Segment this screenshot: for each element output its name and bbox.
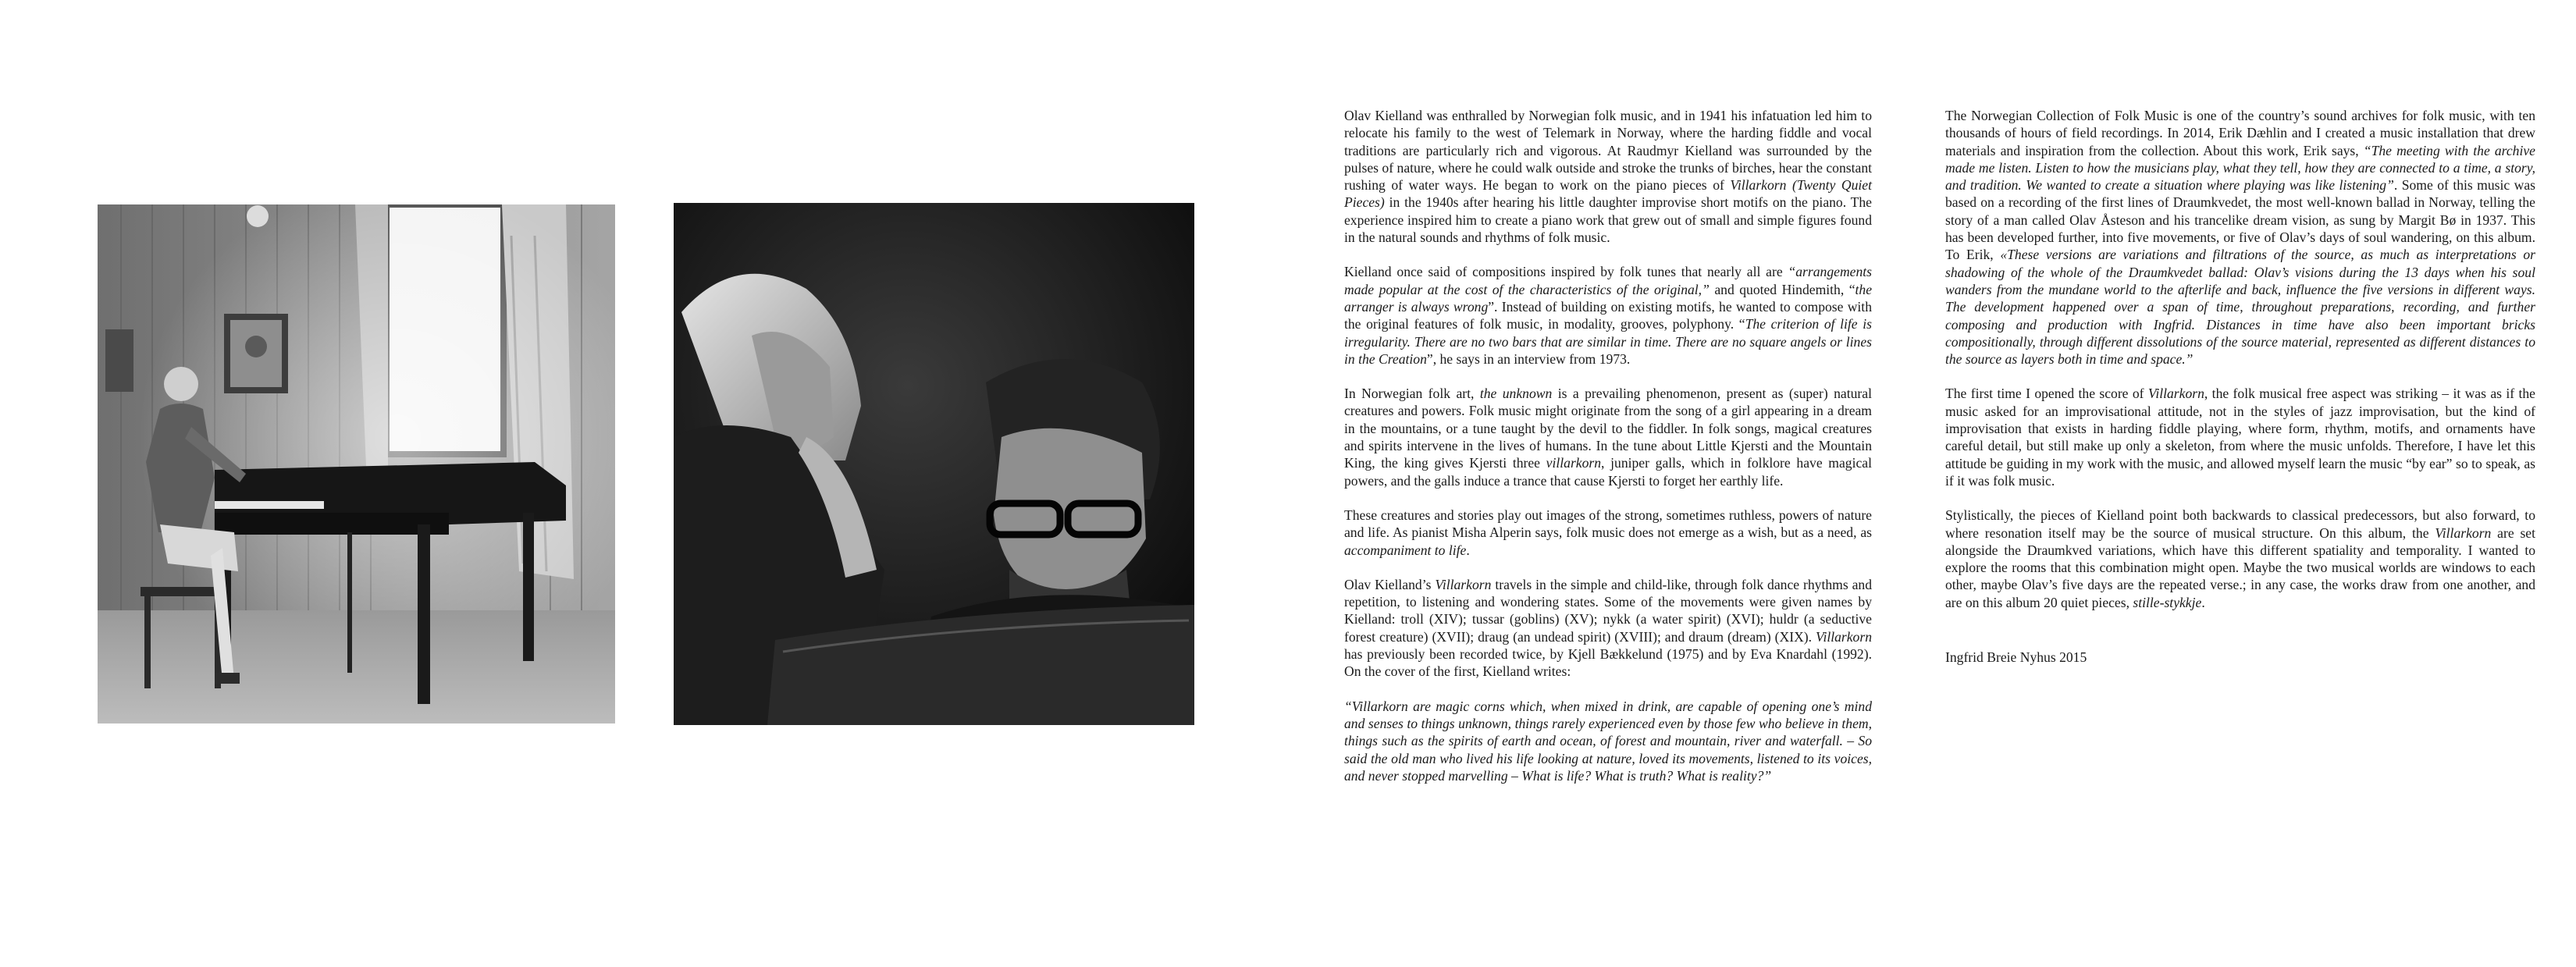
pianist-at-grand-piano-photo (98, 204, 615, 723)
paragraph: In Norwegian folk art, the unknown is a prevailing phenomenon, present as (super) natural creatures and powers. Folk music might originate from the song of a girl appearing in a dream in the mountains, or a tune taught by the devil to the fiddler. In folk songs, magical creatures and spirits intervene in the lives of humans. In the tune about Little Kjersti and the Mountain King, the king gives Kjersti three villarkorn, juniper galls, which in folklore have magical powers, and the galls induce a trance that cause Kjersti to forget her earthly life. (1344, 386, 1872, 489)
author-signature: Ingfrid Breie Nyhus 2015 (1945, 649, 2087, 666)
paragraph: Kielland once said of compositions inspired by folk tunes that nearly all are “arrangements made popular at the cost of the characteristics of the original,” and quoted Hindemith, “the arranger is always wrong”. Instead of building on existing motifs, he wanted to compose with the original features of folk music, in modality, grooves, polyphony. “The criterion of life is irregularity. There are no two bars that are similar in time. There are no square angels or lines in the Creation”, he says in an interview from 1973. (1344, 264, 1873, 367)
paragraph: Olav Kielland was enthralled by Norwegian folk music, and in 1941 his infatuation led him to relocate his family to the west of Telemark in Norway, where the harding fiddle and vocal traditions are particularly rich and vigorous. At Raudmyr Kielland was surrounded by the pulses of nature, where he could walk outside and stroke the trunks of birches, hear the constant rushing of water ways. He began to work on the piano pieces of Villarkorn (Twenty Quiet Pieces) in the 1940s after hearing his little daughter improvise short motifs on the piano. The experience inspired him to create a piano work that grew out of small and simple figures found in the natural sounds and rhythms of folk music. (1344, 108, 1872, 246)
quote-paragraph: “Villarkorn are magic corns which, when mixed in drink, are capable of opening one’s mind and senses to things unknown, things rarely experienced even by those few who believe in them, things such as the spirits of earth and ocean, of forest and mountain, river and waterfall. – So said the old man who lived his life looking at nature, loved its movements, listened to its voices, and never stopped marvelling – What is life? What is truth? What is reality?” (1344, 698, 1872, 784)
liner-notes-column-2 (1945, 107, 2535, 683)
paragraph: The first time I opened the score of Villarkorn, the folk musical free aspect was striking – it was as if the music asked for an improvisational attitude, not in the styles of jazz improvisation, but the kind of improvisation that exists in harding fiddle playing, where form, rhythm, motifs, and ornaments have careful detail, but still make up only a skeleton, from where the music unfolds. Therefore, I have let this attitude be guiding in my work with the music, and allowed myself learn the music “by ear” so to speak, as if it was folk music. (1945, 386, 2535, 489)
paragraph: These creatures and stories play out images of the strong, sometimes ruthless, powers of nature and life. As pianist Misha Alperin says, folk music does not emerge as a wish, but as a need, as accompaniment to life. (1344, 507, 1872, 558)
liner-notes-column-1 (1344, 107, 1872, 802)
paragraph: Olav Kielland’s Villarkorn travels in the simple and child-like, through folk dance rhythms and repetition, to listening and wondering states. Some of the movements were given names by Kielland: troll (XIV); tussar (goblins) (XV); nykk (a water spirit) (XVI); huldr (a seductive forest creature) (XVII); draug (an undead spirit) (XVIII); and draum (dream) (XIX). Villarkorn has previously been recorded twice, by Kjell Bækkelund (1975) and by Eva Knardahl (1992). On the cover of the first, Kielland writes: (1344, 576, 1872, 680)
paragraph: Stylistically, the pieces of Kielland point both backwards to classical predecessors, but also forward, to where resonation itself may be the source of musical structure. On this album, the Villarkorn are set alongside the Draumkved variations, which have this different spatiality and temporality. I wanted to explore the rooms that this combination might open. Maybe the two musical worlds are windows to each other, maybe Olav’s five days are the repeated verse.; in any case, the works draw from one another, and are on this album 20 quiet pieces, stille-stykkje. (1945, 507, 2536, 610)
two-musicians-at-laptop-photo (674, 203, 1194, 725)
paragraph: The Norwegian Collection of Folk Music is one of the country’s sound archives for folk music, with ten thousands of hours of field recordings. In 2014, Erik Dæhlin and I created a music installation that drew materials and inspiration from the collection. About this work, Erik says, “The meeting with the archive made me listen. Listen to how the musicians play, what they tell, how they are connected to a time, a story, and tradition. We wanted to create a situation where playing was like listening”. Some of this music was based on a recording of the first lines of Draumkvedet, the most well-known ballad in Norway, telling the story of a man called Olav Åsteson and his trancelike dream vision, as sung by Margit Bø in 1937. This has been developed further, into five movements, or five of Olav’s days of soul wandering, on this album. To Erik, «These versions are variations and filtrations of the source, as much as interpretations or shadowing of the whole of the Draumkvedet ballad: Olav’s visions during the 13 days when his soul wanders from the mundane world to the afterlife and back, influence the five versions in different ways. The development happened over a span of time, throughout preparations, recording, and further composing and production with Ingfrid. Distances in time have also been important bricks compositionally, through different dissolutions of the source material, represented as different distances to the source as layers both in time and space.” (1945, 108, 2535, 368)
